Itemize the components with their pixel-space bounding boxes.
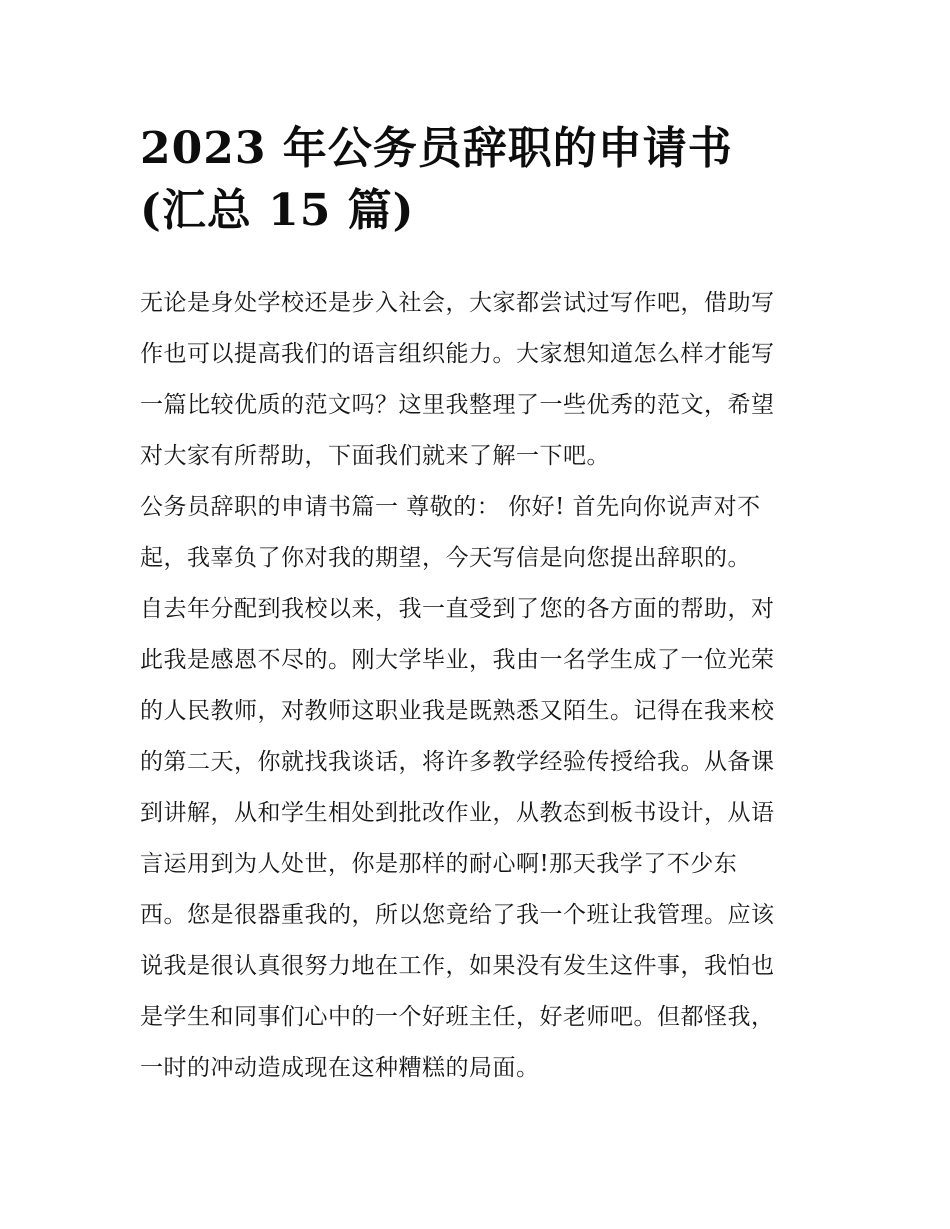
body-line-11: 到讲解，从和学生相处到批改作业，从教态到板书设计，从语	[140, 800, 775, 826]
body-line-6: 起，我辜负了你对我的期望，今天写信是向您提出辞职的。	[140, 545, 751, 571]
document-title	[140, 118, 820, 242]
body-line-2: 作也可以提高我们的语言组织能力。大家想知道怎么样才能写	[140, 341, 775, 367]
body-line-16: 一时的冲动造成现在这种糟糕的局面。	[140, 1055, 540, 1081]
title-line-2: (汇总 15 篇)	[140, 185, 415, 236]
body-line-3: 一篇比较优质的范文吗？这里我整理了一些优秀的范文，希望	[140, 392, 775, 418]
body-line-12: 言运用到为人处世，你是那样的耐心啊!那天我学了不少东	[140, 851, 738, 877]
body-line-13: 西。您是很器重我的，所以您竟给了我一个班让我管理。应该	[140, 902, 775, 928]
body-line-7: 自去年分配到我校以来，我一直受到了您的各方面的帮助，对	[140, 596, 775, 622]
body-line-1: 无论是身处学校还是步入社会，大家都尝试过写作吧，借助写	[140, 290, 775, 316]
body-line-8: 此我是感恩不尽的。刚大学毕业，我由一名学生成了一位光荣	[140, 647, 775, 673]
body-line-10: 的第二天，你就找我谈话，将许多教学经验传授给我。从备课	[140, 749, 775, 775]
title-line-1: 2023 年公务员辞职的申请书	[140, 123, 733, 174]
body-line-9: 的人民教师，对教师这职业我是既熟悉又陌生。记得在我来校	[140, 698, 775, 724]
document-body	[140, 278, 820, 1094]
body-line-15: 是学生和同事们心中的一个好班主任，好老师吧。但都怪我，	[140, 1004, 775, 1030]
body-line-14: 说我是很认真很努力地在工作，如果没有发生这件事，我怕也	[140, 953, 775, 979]
body-line-4: 对大家有所帮助，下面我们就来了解一下吧。	[140, 443, 610, 469]
body-line-5: 公务员辞职的申请书篇一 尊敬的： 你好! 首先向你说声对不	[140, 494, 761, 520]
